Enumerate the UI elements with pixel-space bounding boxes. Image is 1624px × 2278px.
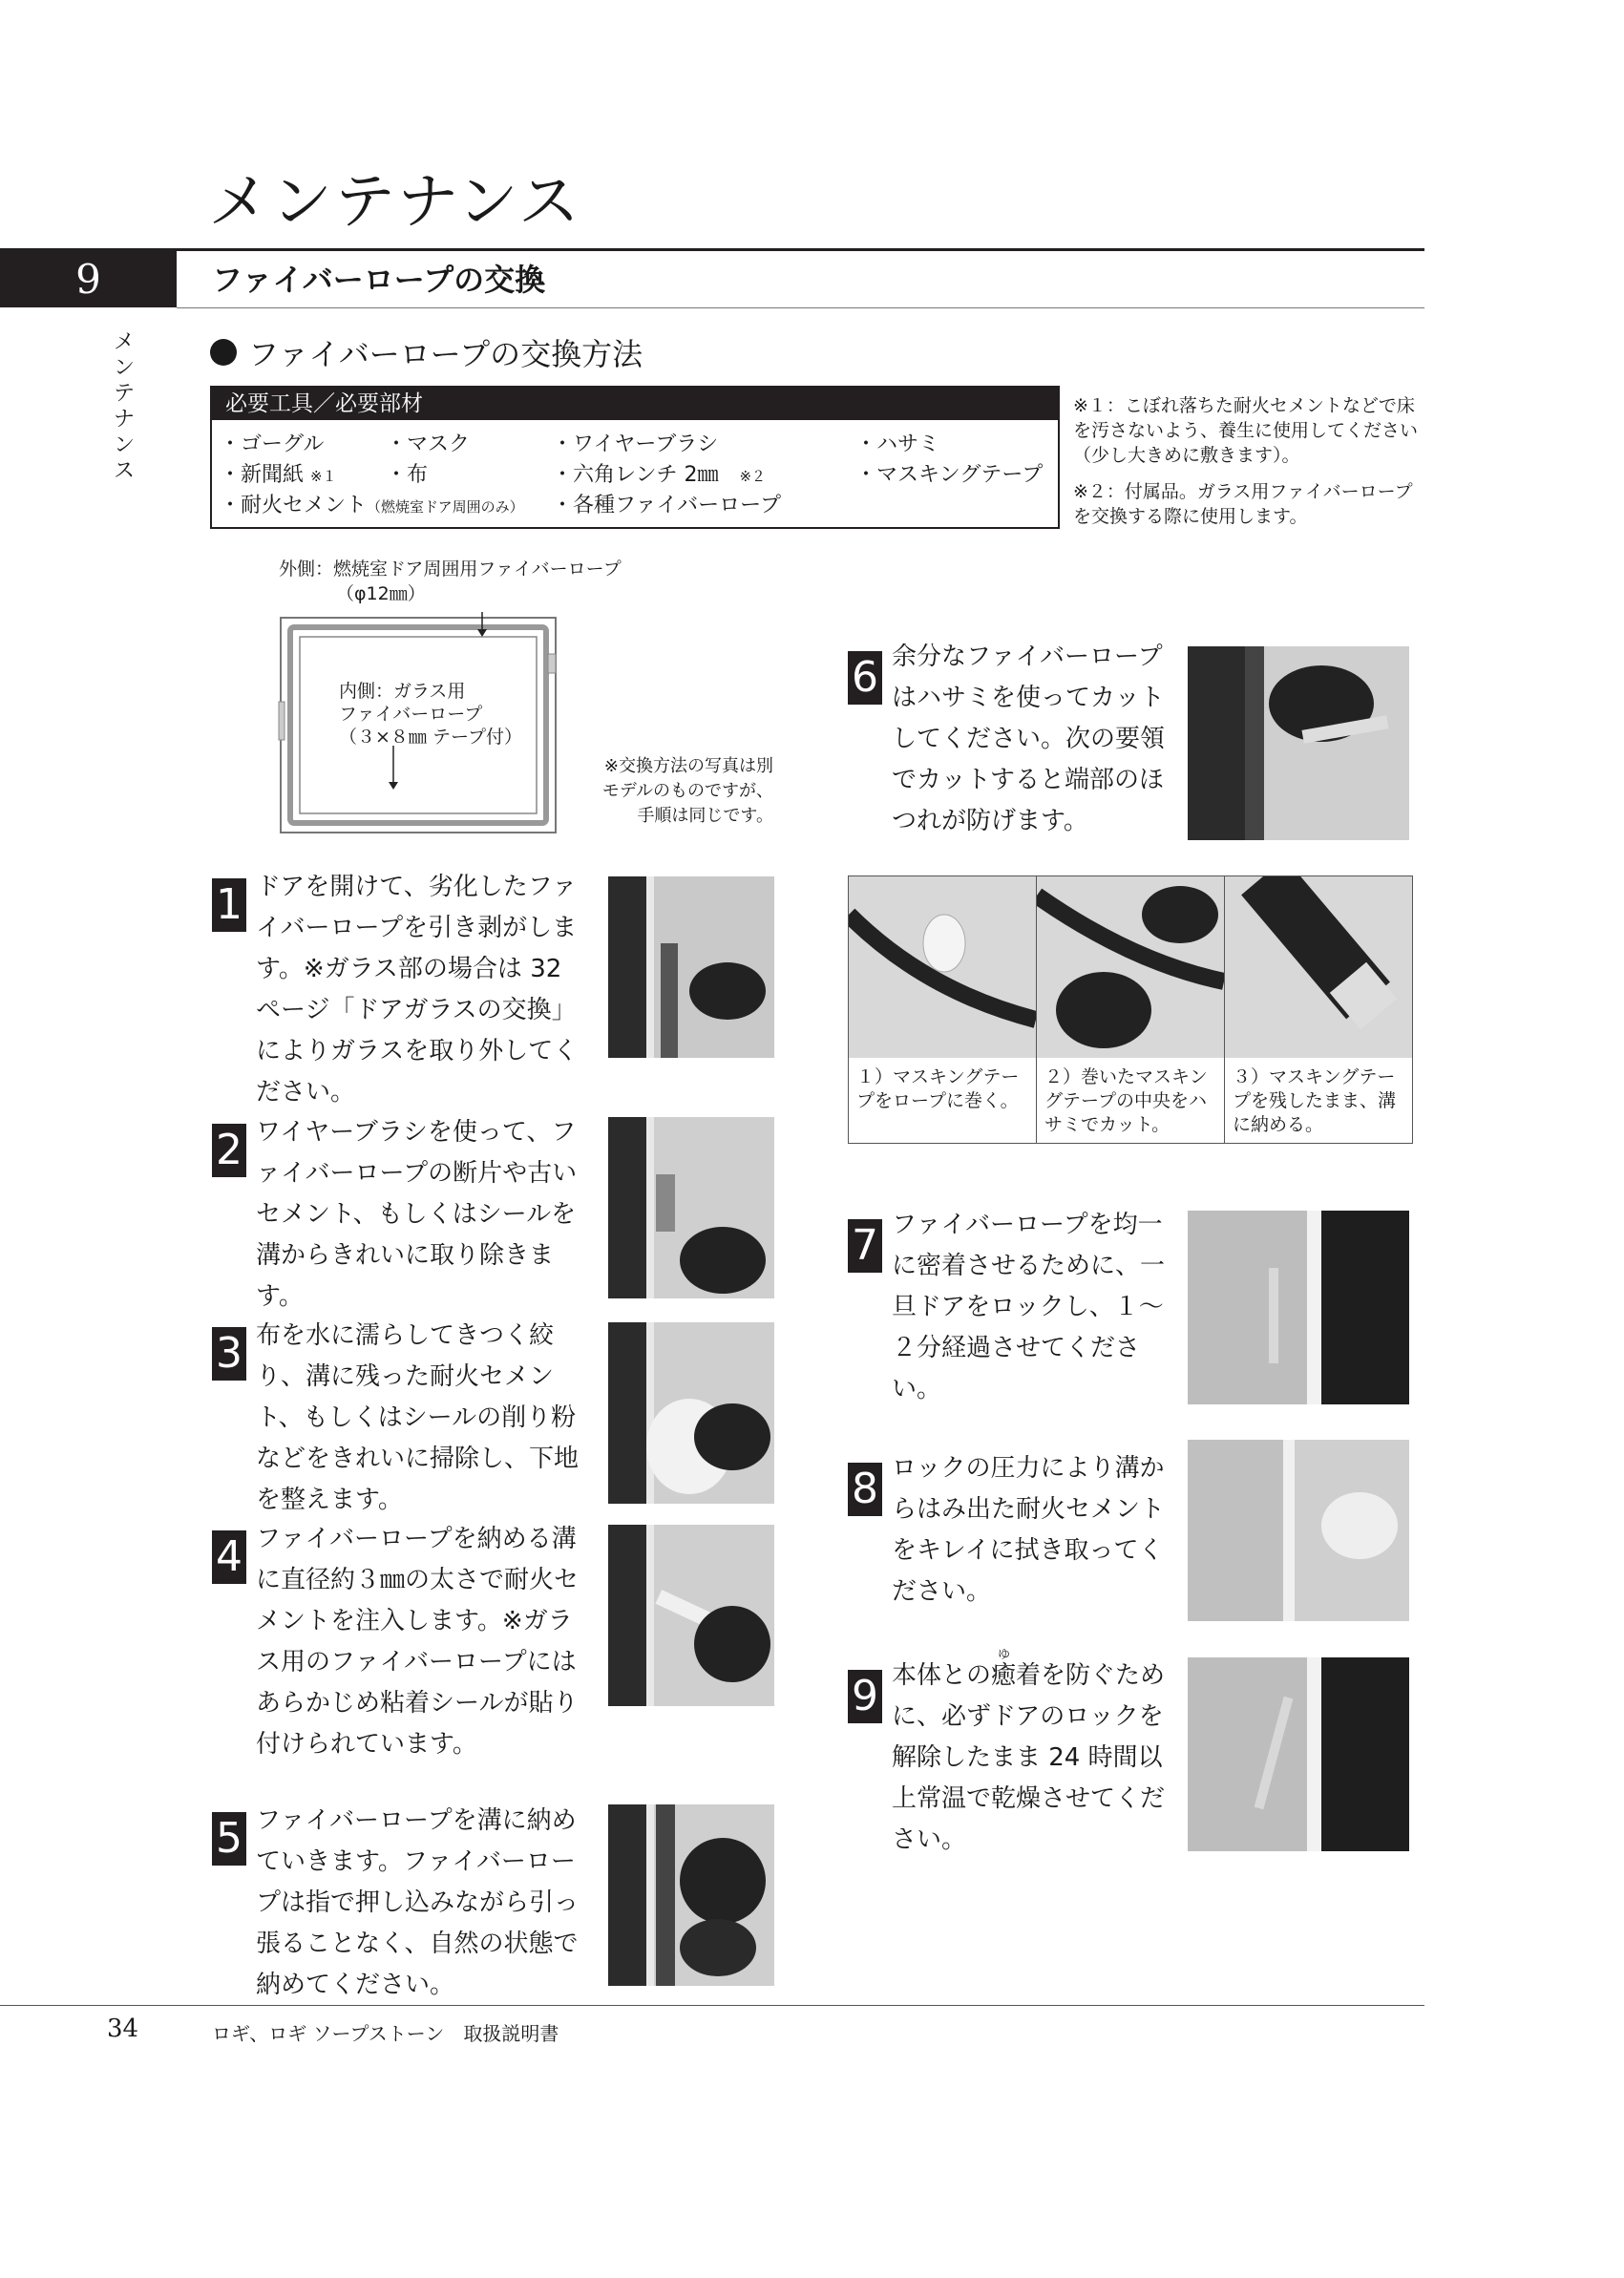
- tool-item: [220, 458, 337, 488]
- tool-item: ・各種ファイバーロープ: [552, 494, 782, 517]
- chapter-title: メンテナンス: [208, 167, 581, 238]
- sub-step-caption: ２）巻いたマスキングテープの中央をハサミでカット。: [1044, 1066, 1208, 1135]
- tool-label: ・耐火セメント: [220, 494, 368, 517]
- subsection-heading: [210, 330, 643, 374]
- inner-rope-size: （３×８㎜ テープ付）: [339, 727, 523, 748]
- step-photo: [608, 1117, 774, 1298]
- step-number: 6: [848, 651, 882, 705]
- tool-item: [220, 489, 524, 518]
- step-number: 5: [212, 1812, 246, 1866]
- side-tab-char: メ: [113, 330, 135, 354]
- section-rule: [177, 307, 1424, 308]
- step-text: ファイバーロープを納める溝に直径約３㎜の太さで耐火セメントを注入します。※ガラス用のファイバーロープにはあらかじめ粘着シールが貼り付けられています。: [256, 1525, 580, 1759]
- tool-label: ・新聞紙: [220, 463, 305, 487]
- sub-step-cell: [1037, 876, 1225, 1143]
- sub-step-photo: [1037, 876, 1224, 1058]
- tool-item: ・マスク: [386, 432, 471, 456]
- step-text: ファイバーロープを溝に納めていきます。ファイバーロープは指で押し込みながら引っ張ることなく、自然の状態で納めてください。: [256, 1806, 580, 1999]
- bullet-icon: [210, 339, 237, 366]
- step-photo: [608, 1322, 774, 1504]
- outer-rope-size: （φ12㎜）: [336, 583, 426, 604]
- tool-item: ・ハサミ: [855, 432, 940, 456]
- sub-step-photo: [849, 876, 1036, 1058]
- step-text: 本体との癒着を防ぐために、必ずドアのロックを解除したまま 24 時間以上常温で乾燥させてください。: [892, 1661, 1166, 1854]
- header-rule: [0, 248, 1424, 251]
- step-photo: [1188, 646, 1409, 840]
- tool-note: （燃焼室ドア周囲のみ）: [367, 498, 524, 516]
- tools-heading: 必要工具／必要部材: [212, 388, 1058, 420]
- step-number: 1: [212, 878, 246, 932]
- sub-step-caption: ３）マスキングテープを残したまま、溝に納める。: [1233, 1066, 1397, 1135]
- tool-note: ※２: [739, 468, 767, 485]
- side-tab-char: ン: [113, 433, 135, 457]
- step-text: ロックの圧力により溝からはみ出た耐火セメントをキレイに拭き取ってください。: [892, 1454, 1166, 1606]
- step-photo: [608, 1804, 774, 1986]
- outer-rope-label: 外側：燃焼室ドア周囲用ファイバーロープ: [279, 559, 622, 580]
- subsection-title: ファイバーロープの交換方法: [248, 336, 643, 372]
- side-tab-char: ス: [113, 459, 135, 483]
- photo-note: ※交換方法の写真は別モデルのものですが、手順は同じです。: [601, 756, 773, 826]
- tool-item: ・ワイヤーブラシ: [552, 432, 719, 456]
- step-text: 布を水に濡らしてきつく絞り、溝に残った耐火セメント、もしくはシールの削り粉などをきれいに掃除し、下地を整えます。: [256, 1321, 580, 1514]
- step-number: 9: [848, 1670, 882, 1723]
- tool-item: ・ゴーグル: [220, 432, 325, 456]
- note-2: ※２：付属品。ガラス用ファイバーロープを交換する際に使用します。: [1073, 481, 1413, 527]
- step-photo: [1188, 1440, 1409, 1621]
- side-tab-char: ナ: [113, 408, 135, 432]
- sub-step-cell: [849, 876, 1037, 1143]
- sub-step-caption: １）マスキングテープをロープに巻く。: [856, 1066, 1020, 1111]
- step-photo: [608, 1525, 774, 1706]
- tool-item: ・マスキングテープ: [855, 463, 1044, 487]
- step-photo: [1188, 1211, 1409, 1404]
- step-text: ワイヤーブラシを使って、ファイバーロープの断片や古いセメント、もしくはシールを溝からきれいに取り除きます。: [256, 1118, 578, 1311]
- tools-box: [210, 386, 1060, 529]
- tool-item: ・布: [386, 463, 429, 487]
- inner-rope-label: 内側：ガラス用: [339, 681, 466, 702]
- side-tab: [107, 329, 141, 484]
- section-title: ファイバーロープの交換: [212, 262, 546, 298]
- sub-step-cell: [1225, 876, 1413, 1143]
- step-number: 8: [848, 1463, 882, 1516]
- tool-label: ・六角レンチ 2㎜: [552, 463, 719, 487]
- sub-step-photo: [1225, 876, 1412, 1058]
- step-photo: [1188, 1657, 1409, 1851]
- tool-item: [552, 458, 766, 488]
- step-number: 2: [212, 1124, 246, 1177]
- section-number: 9: [0, 250, 177, 307]
- page-number: 34: [107, 2014, 139, 2043]
- step-number: 7: [848, 1219, 882, 1273]
- step-number: 3: [212, 1327, 246, 1381]
- ruby-text: ゆ: [998, 1648, 1011, 1662]
- step-text: 余分なファイバーロープはハサミを使ってカットしてください。次の要領でカットすると端部のほつれが防げます。: [892, 643, 1166, 835]
- note-1: ※１：こぼれ落ちた耐火セメントなどで床を汚さないよう、養生に使用してください（少し大きめに敷きます）。: [1073, 395, 1419, 466]
- side-tab-char: テ: [113, 382, 135, 406]
- step-photo: [608, 876, 774, 1058]
- sub-step-table: [848, 875, 1413, 1144]
- inner-rope-label: ファイバーロープ: [339, 704, 483, 725]
- step-text: ドアを開けて、劣化したファイバーロープを引き剥がします。※ガラス部の場合は 32 ページ「ドアガラスの交換」によりガラスを取り外してください。: [256, 873, 579, 1107]
- tool-note: ※１: [310, 468, 337, 485]
- step-text: ファイバーロープを均一に密着させるために、一旦ドアをロックし、１～２分経過させてください。: [892, 1211, 1166, 1403]
- footer-title: ロギ、ロギ ソープストーン 取扱説明書: [212, 2022, 559, 2045]
- footer-rule: [0, 2005, 1424, 2006]
- side-tab-char: ン: [113, 356, 135, 380]
- step-number: 4: [212, 1530, 246, 1584]
